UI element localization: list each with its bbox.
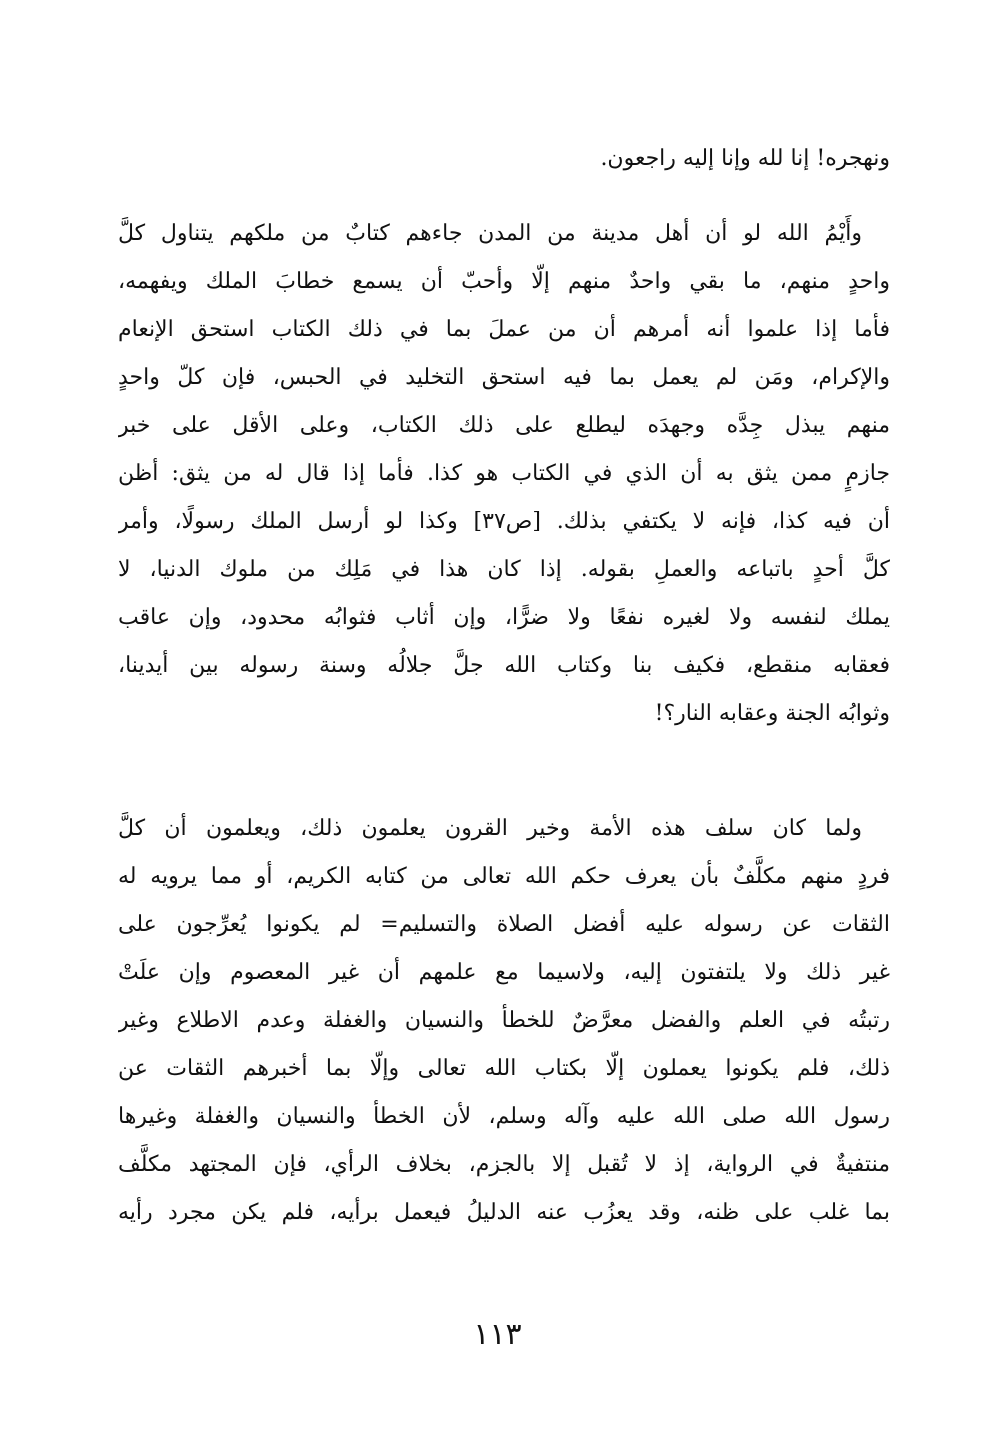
text-line: فأما إذا علموا أنه أمرهم أن من عملَ بما في ذلك الكتاب استحق الإنعام [118, 317, 890, 342]
paragraph-2 [118, 210, 890, 738]
text-line: أن فيه كذا، فإنه لا يكتفي بذلك. [ص٣٧] وكذا لو أرسل الملك رسولًا، وأمر [118, 509, 890, 534]
text-line: يملك لنفسه ولا لغيره نفعًا ولا ضرًّا، وإن أثاب فثوابُه محدود، وإن عاقب [118, 605, 890, 630]
paragraph-1 [118, 135, 890, 183]
page-number: ١١٣ [473, 1317, 522, 1352]
text-line: وثوابُه الجنة وعقابه النار؟! [654, 701, 890, 726]
text-line: جازمٍ ممن يثق به أن الذي في الكتاب هو كذا. فأما إذا قال له من يثق: أظن [118, 461, 890, 486]
text-line: والإكرام، ومَن لم يعمل بما فيه استحق التخليد في الحبس، فإن كلّ واحدٍ [118, 365, 890, 390]
text-line: منتفيةٌ في الرواية، إذ لا تُقبل إلا بالجزم، بخلاف الرأي، فإن المجتهد مكلَّف [118, 1152, 890, 1177]
text-line: غير ذلك ولا يلتفتون إليه، ولاسيما مع علمهم أن غير المعصوم وإن علَتْ [118, 960, 890, 985]
text-line: الثقات عن رسوله عليه أفضل الصلاة والتسليم= لم يكونوا يُعرِّجون على [118, 912, 890, 937]
text-line: واحدٍ منهم، ما بقي واحدٌ منهم إلّا وأحبّ أن يسمع خطابَ الملك ويفهمه، [118, 269, 890, 294]
text-line: فردٍ منهم مكلَّفٌ بأن يعرف حكم الله تعالى من كتابه الكريم، أو مما يرويه له [118, 864, 890, 889]
text-line: وأَيْمُ الله لو أن أهل مدينة من المدن جاءهم كتابٌ من ملكهم يتناول كلَّ [118, 221, 862, 246]
text-line: ولما كان سلف هذه الأمة وخير القرون يعلمون ذلك، ويعلمون أن كلَّ [118, 816, 862, 841]
text-line: بما غلب على ظنه، وقد يعزُب عنه الدليلُ فيعمل برأيه، فلم يكن مجرد رأيه [118, 1200, 890, 1225]
text-line: رسول الله صلى الله عليه وآله وسلم، لأن الخطأ والنسيان والغفلة وغيرها [118, 1104, 890, 1129]
text-line: كلَّ أحدٍ باتباعه والعملِ بقوله. إذا كان هذا في مَلِك من ملوك الدنيا، لا [118, 557, 890, 582]
text-line: ونهجره! إنا لله وإنا إليه راجعون. [600, 146, 890, 171]
text-line: رتبتُه في العلم والفضل معرَّضٌ للخطأ والنسيان والغفلة وعدم الاطلاع وغير [118, 1008, 890, 1033]
text-line: ذلك، فلم يكونوا يعملون إلّا بكتاب الله تعالى وإلّا بما أخبرهم الثقات عن [118, 1056, 890, 1081]
text-line: فعقابه منقطع، فكيف بنا وكتاب الله جلَّ جلالُه وسنة رسوله بين أيدينا، [118, 653, 890, 678]
text-line: منهم يبذل جِدَّه وجهدَه ليطلع على ذلك الكتاب، وعلى الأقل على خبر [118, 413, 890, 438]
paragraph-3 [118, 805, 890, 1237]
